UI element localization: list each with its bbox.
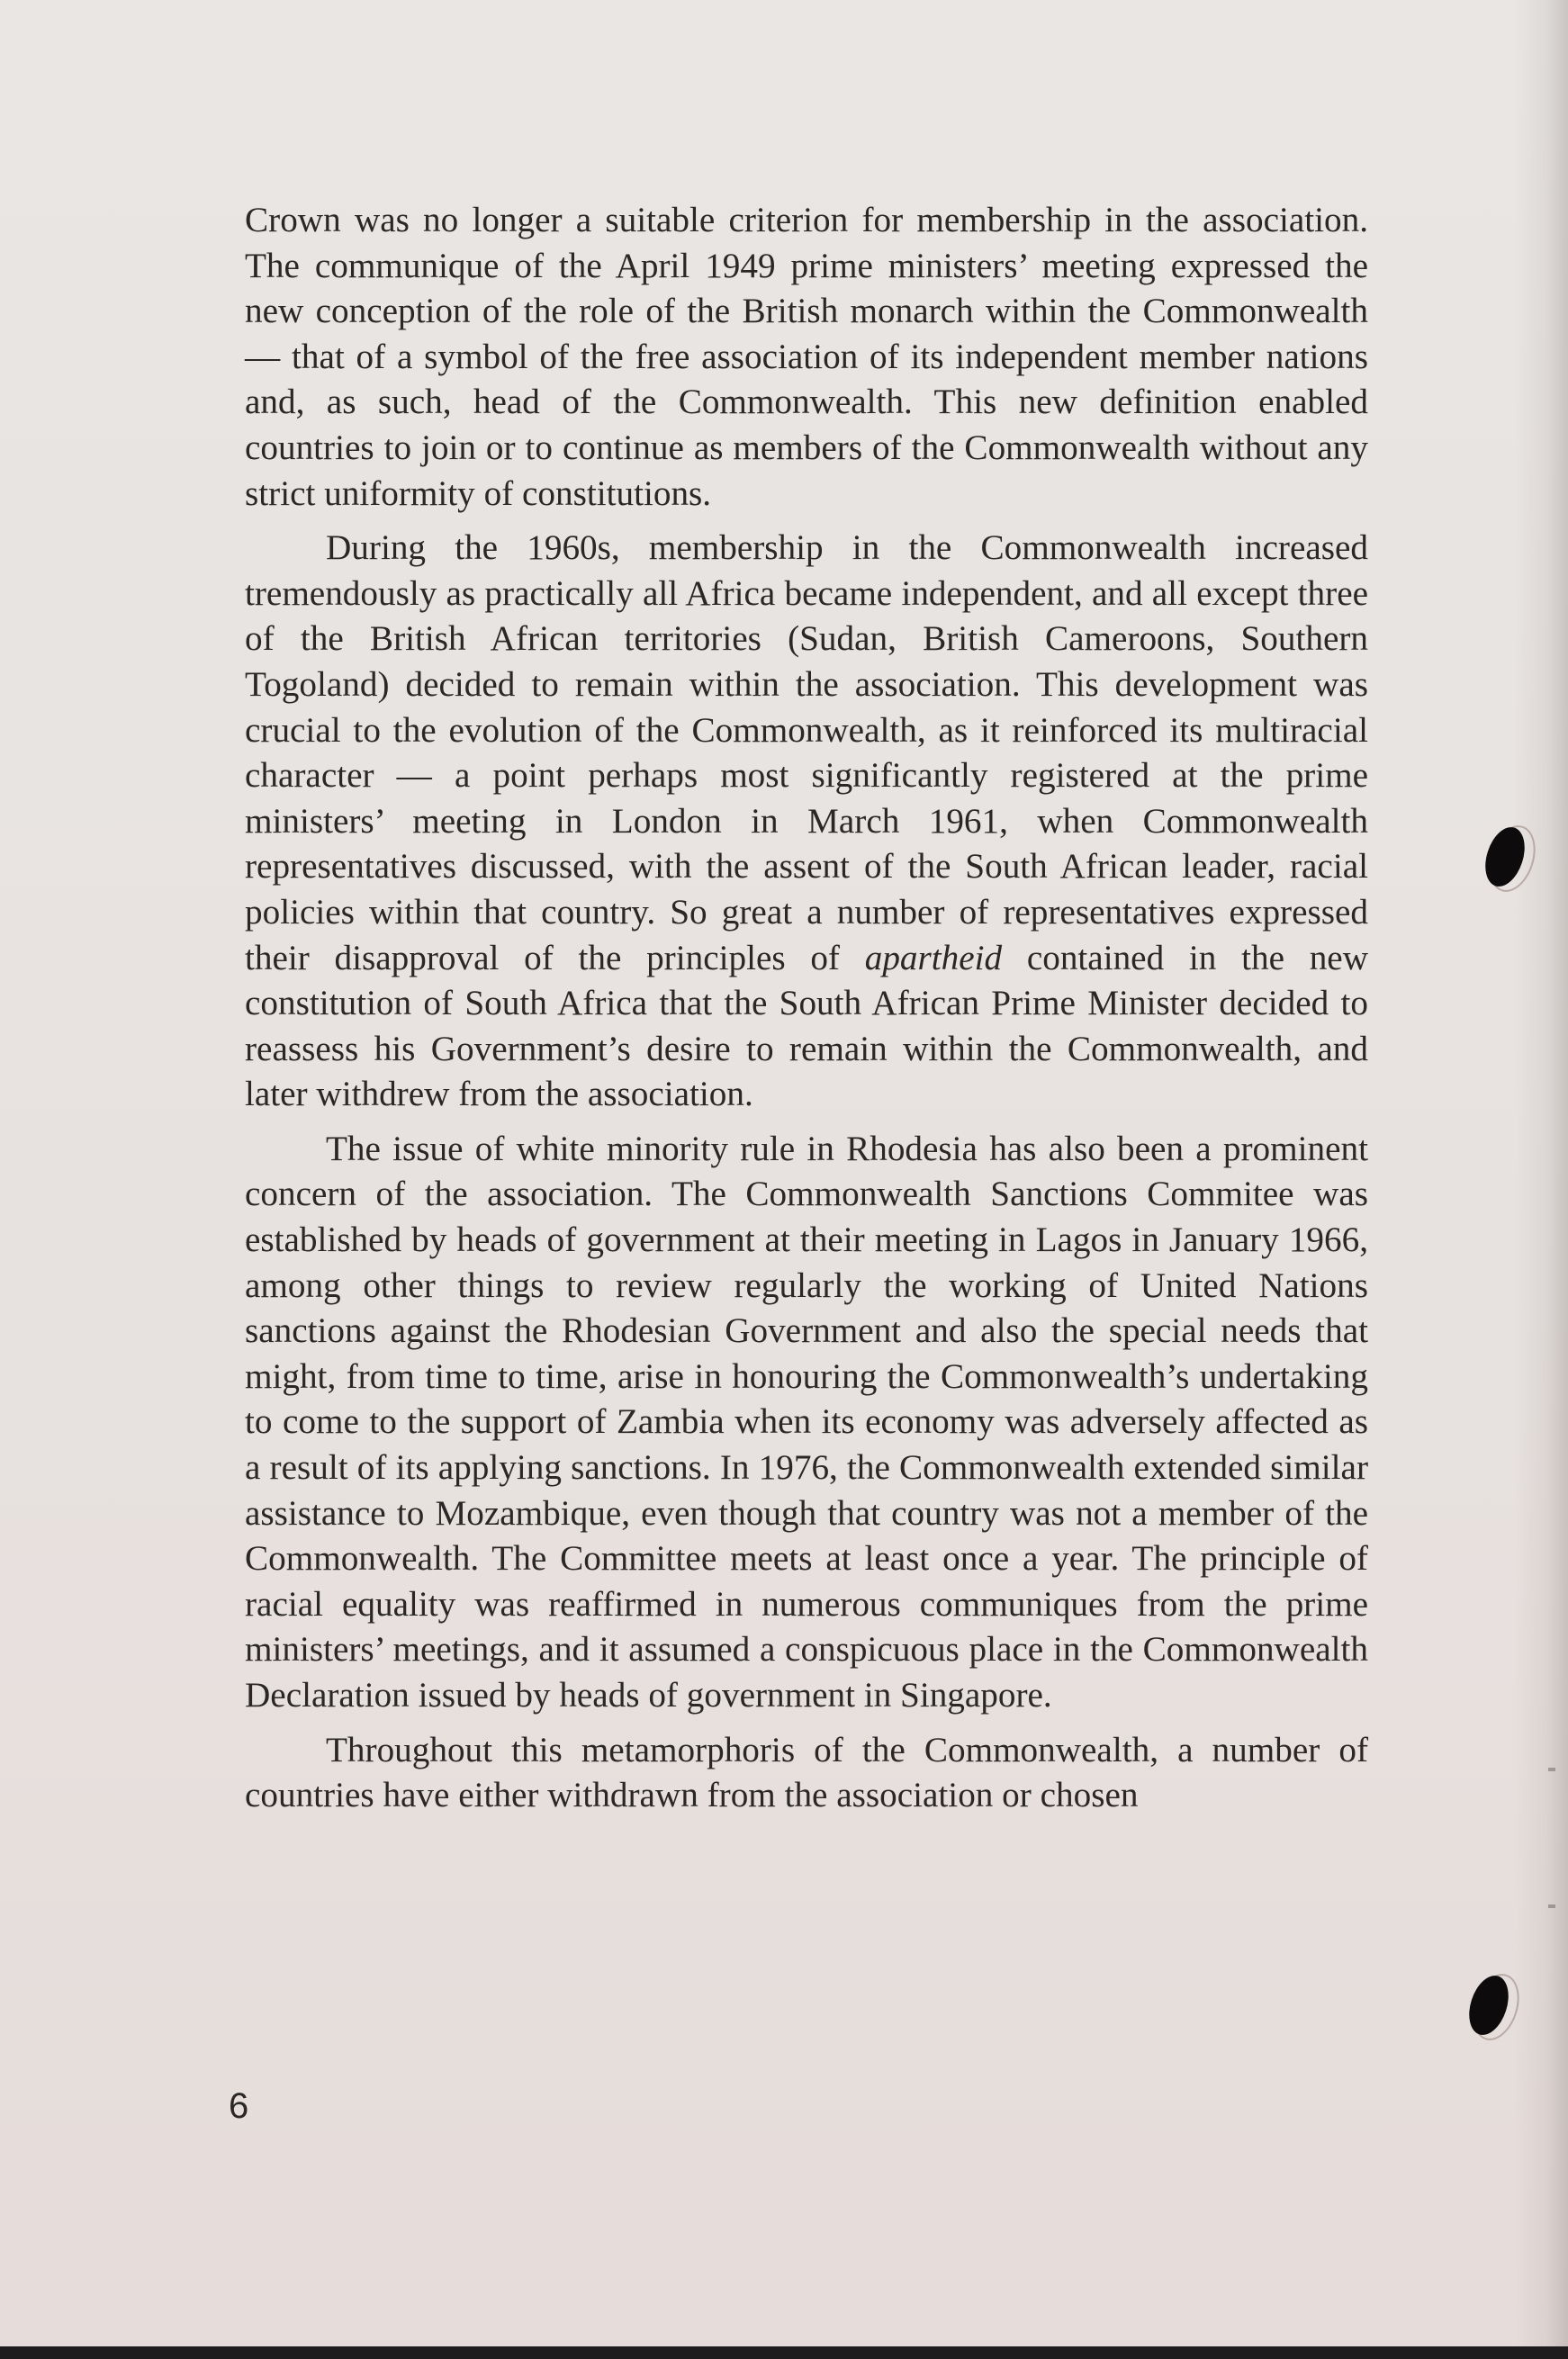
scan-bottom-edge — [0, 2346, 1568, 2359]
scan-mark — [1548, 1904, 1555, 1908]
body-text — [245, 198, 1368, 1828]
paragraph-1: Crown was no longer a suitable criterion for membership in the association. The communique of the April 1949 prime ministers’ meeting expressed the new conception of the role of the British monarch within the Commonwealth — that of a symbol of the free association of its independent member nations and, as such, head of the Commonwealth. This new definition enabled countries to join or to continue as members of the Commonwealth without any strict uniformity of constitutions. — [245, 201, 1368, 513]
paragraph-2-part-1: During the 1960s, membership in the Commonwealth increased tremendously as practically all Africa became independent, and all except three of the British African territories (Sudan, British Cameroons, Southern Togoland) decided to remain within the association. This development was crucial to the evolution of the Commonwealth, as it reinforced its multiracial character — a point perhaps most significantly registered at the prime ministers’ meeting in London in March 1961, when Commonwealth representatives discussed, with the assent of the South African leader, racial policies within that country. So great a number of representatives expressed their disapproval of the principles of — [245, 528, 1368, 977]
scan-mark — [1548, 1768, 1555, 1771]
paragraph-3: The issue of white minority rule in Rhodesia has also been a prominent concern of the association. The Commonwealth Sanctions Commitee was established by heads of government at their meeting in Lagos in January 1966, among other things to review regularly the working of United Nations sanctions against the Rhodesian Government and also the special needs that might, from time to time, arise in honouring the Commonwealth’s undertaking to come to the support of Zambia when its economy was adversely affected as a result of its applying sanctions. In 1976, the Commonwealth extended similar assistance to Mozambique, even though that country was not a member of the Commonwealth. The Committee meets at least once a year. The principle of racial equality was reaffirmed in numerous communiques from the prime ministers’ meetings, and it assumed a conspicuous place in the Commonwealth Declaration issued by heads of government in Singapore. — [245, 1129, 1368, 1715]
punch-hole-icon — [1465, 1969, 1518, 2041]
page-number: 6 — [229, 2086, 249, 2126]
paragraph-4: Throughout this metamorphoris of the Commonwealth, a number of countries have either withdrawn from the association or chosen — [245, 1730, 1368, 1815]
paragraph-2-part-2: contained in the new constitution of South Africa that the South African Prime Minister decided to reassess his Government’s desire to remain within the Commonwealth, and later withdrew from the association. — [245, 938, 1369, 1114]
paragraph-2 — [245, 526, 1368, 1118]
punch-hole-icon — [1482, 821, 1534, 893]
apartheid-italic: apartheid — [864, 938, 1003, 977]
page-edge-shadow — [1514, 0, 1568, 2359]
